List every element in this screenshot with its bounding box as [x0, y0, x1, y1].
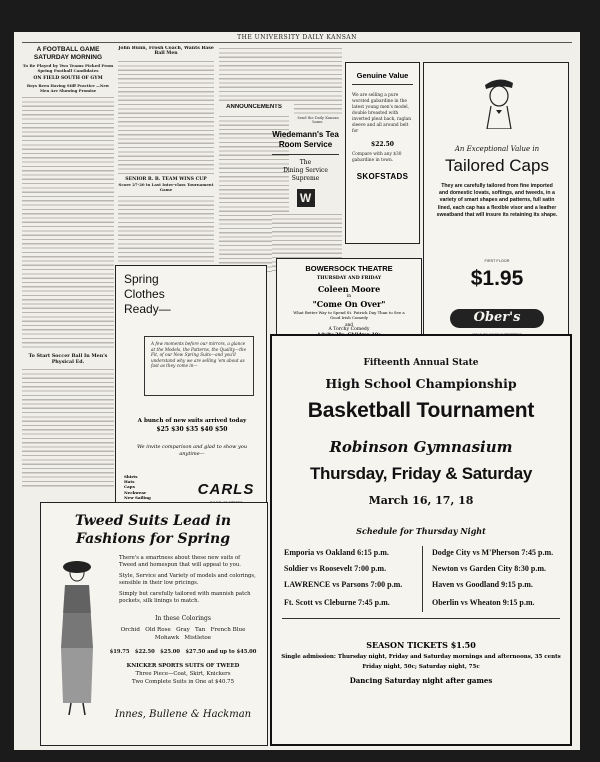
send-home-line: Send the Daily Kansan home. — [297, 116, 339, 125]
basketball-tournament-ad — [270, 334, 572, 746]
article-text-block — [294, 46, 342, 114]
woman-in-tweed-illustration — [51, 553, 101, 718]
tournament-title: Basketball Tournament — [307, 399, 535, 422]
new-suits-arrived: A bunch of new suits arrived today — [137, 418, 247, 424]
football-subhead: ON FIELD SOUTH OF GYM — [33, 76, 103, 81]
venue-name: Robinson Gymnasium — [329, 438, 513, 456]
genuine-value-compare: Compare with any $30 gabardine in town. — [352, 152, 402, 163]
colorings-row-1: Orchid Old Rose Gray Tan French Blue — [120, 627, 246, 633]
wiedemann-line-1: The — [299, 159, 312, 166]
wiedemann-logo-mark: W — [297, 189, 315, 207]
night-prices: Friday night, 50c; Saturday night, 75c — [362, 664, 480, 670]
knicker-line-2: Two Complete Suits in One at $40.75 — [131, 679, 235, 685]
wiedemann-title: Wiedemann's Tea Room Service — [272, 130, 339, 149]
obers-logo-text: Ober's — [473, 310, 521, 325]
game-left: Emporia vs Oakland 6:15 p.m. — [284, 548, 389, 557]
football-deck: To Be Played by Two Teams Picked From Spring Football Candidates — [22, 63, 114, 73]
wiedemann-line-3: Supreme — [291, 175, 320, 182]
comparison-invite: We invite comparison and glad to show you anytime— — [136, 444, 248, 457]
game-left: Ft. Scott vs Cleburne 7:45 p.m. — [284, 598, 390, 607]
caps-description: They are carefully tailored from fine imported and domestic lovats, softings, and tweeds, in a variety of smart shapes and patterns, full satin lined, each cap has a flexible visor and a leather sweatband that will insure its retaining its shape. — [436, 183, 558, 218]
game-right: Oberlin vs Wheaton 9:15 p.m. — [432, 598, 535, 607]
football-subhead-2: Boys Been Having Stiff Practice —New Men Are Showing Promise — [26, 83, 110, 94]
article-text-block — [118, 194, 214, 274]
carls-item: Shirts — [124, 474, 138, 479]
bunn-headline: John Bunn, Frosh Coach, Wants Base Ball Men — [118, 46, 214, 57]
tweed-body-2: Style, Service and Variety of models and colorings, sensible in their low pricings. — [119, 573, 256, 586]
genuine-value-price: $22.50 — [371, 141, 394, 148]
masthead: THE UNIVERSITY DAILY KANSAN — [237, 34, 357, 41]
article-text-block — [22, 95, 114, 350]
spring-clothes-title: Spring Clothes Ready— — [124, 272, 171, 316]
spring-clothes-ad — [115, 265, 267, 517]
wiedemann-line-2: Dining Service — [283, 167, 328, 174]
colorings-row-2: Mohawk Mistletoe — [154, 635, 212, 641]
carls-item: Neckwear — [124, 489, 147, 495]
caps-kicker: An Exceptional Value in — [454, 145, 540, 153]
game-right: Haven vs Goodland 9:15 p.m. — [432, 580, 533, 589]
theatre-and: and — [345, 321, 353, 327]
tournament-dates: March 16, 17, 18 — [368, 494, 474, 507]
cup-deck: Score 27-20 in Last Inter-class Tournament Game — [118, 182, 214, 193]
wiedemann-ad — [266, 126, 345, 244]
game-left: LAWRENCE vs Parsons 7:00 p.m. — [284, 580, 403, 589]
cup-headline: SENIOR R. B. TEAM WINS CUP — [125, 176, 207, 182]
theatre-name: BOWERSOCK THEATRE — [305, 264, 393, 273]
tweed-title-2: Fashions for Spring — [75, 531, 231, 547]
schedule-title: Schedule for Thursday Night — [356, 526, 486, 536]
game-left: Soldier vs Roosevelt 7:00 p.m. — [284, 564, 387, 573]
store-signature: Innes, Bullene & Hackman — [114, 709, 252, 720]
tweed-body-1: There's a smartness about these new suits of Tweed and homespun that will appeal to you. — [119, 555, 241, 568]
obers-logo — [450, 309, 544, 328]
misc-column — [294, 46, 342, 128]
tweed-suits-ad — [40, 502, 268, 746]
carls-items-list — [124, 474, 151, 500]
carls-item: New Sailing — [124, 494, 151, 500]
soccer-headline: To Start Soccer Ball In Men's Physical Ed. — [28, 353, 108, 366]
suit-prices: $25 $30 $35 $40 $50 — [156, 426, 228, 433]
theatre-film: "Come On Over" — [312, 299, 386, 309]
masthead-rule — [22, 42, 572, 43]
football-headline: A FOOTBALL GAME SATURDAY MORNING — [33, 46, 103, 61]
season-tickets: SEASON TICKETS $1.50 — [366, 640, 476, 650]
theatre-star: Coleen Moore — [317, 284, 381, 294]
announcements-headline: ANNOUNCEMENTS — [226, 104, 282, 110]
spring-clothes-quote: A few moments before our mirrors, a glance at the Models, the Patterns, the Quality—the Fit, of our New Spring Suits—and you'll understand why we are selling 'em about as fast as they come in— — [144, 336, 254, 396]
knicker-title: KNICKER SPORTS SUITS OF TWEED — [126, 663, 240, 669]
game-right: Dodge City vs M'Pherson 7:45 p.m. — [432, 548, 554, 557]
tailored-caps-ad — [423, 62, 569, 354]
caps-price: $1.95 — [470, 267, 524, 290]
skofstads-logo: SKOFSTADS — [356, 172, 409, 181]
carls-item: Hats — [124, 479, 135, 485]
tournament-days: Thursday, Friday & Saturday — [309, 464, 533, 483]
dancing-line: Dancing Saturday night after games — [349, 676, 493, 685]
annual-line: Fifteenth Annual State — [363, 358, 479, 368]
theatre-tagline: What Better Way to Spend St. Patrick Day Than to See a Good Irish Comedy — [293, 310, 405, 320]
theatre-in: in — [346, 294, 352, 299]
bunn-column — [118, 46, 214, 291]
football-column — [22, 46, 114, 516]
single-admission: Single admission: Thursday night, Friday and Saturday mornings and afternoons, 35 cents — [281, 654, 561, 660]
carls-item: Caps — [124, 484, 135, 490]
game-right: Newton vs Garden City 8:30 p.m. — [432, 564, 546, 573]
theatre-days: THURSDAY AND FRIDAY — [316, 276, 382, 281]
carls-logo: CARLS — [197, 481, 255, 498]
schedule-rule — [282, 618, 560, 619]
article-text-block — [118, 59, 214, 174]
knicker-line-1: Three Piece—Coat, Skirt, Knickers — [135, 671, 231, 677]
tweed-title-1: Tweed Suits Lead in — [74, 513, 232, 529]
newspaper-page — [14, 32, 580, 750]
genuine-value-title: Genuine Value — [356, 71, 409, 80]
man-in-cap-illustration — [482, 75, 516, 129]
schedule-divider — [422, 546, 423, 612]
theatre-comedy: A Torchy Comedy — [328, 326, 370, 332]
caps-title: Tailored Caps — [445, 156, 549, 175]
genuine-value-ad — [345, 62, 420, 244]
tweed-body-3: Simply but carefully tailored with mannish patch pockets, silk linings to match. — [119, 591, 251, 604]
colorings-title: In these Colorings — [155, 615, 211, 622]
genuine-value-body: We are selling a pure worsted gabardine in the latest young men's model, double breasted with inverted pleat back, raglan sleeve and all around belt for — [352, 93, 411, 134]
article-text-block — [22, 367, 114, 487]
first-floor-label: FIRST FLOOR — [484, 259, 510, 263]
tweed-prices: $19.75 $22.50 $25.00 $27.50 and up to $45.00 — [109, 649, 257, 655]
championship-line: High School Championship — [325, 376, 517, 391]
